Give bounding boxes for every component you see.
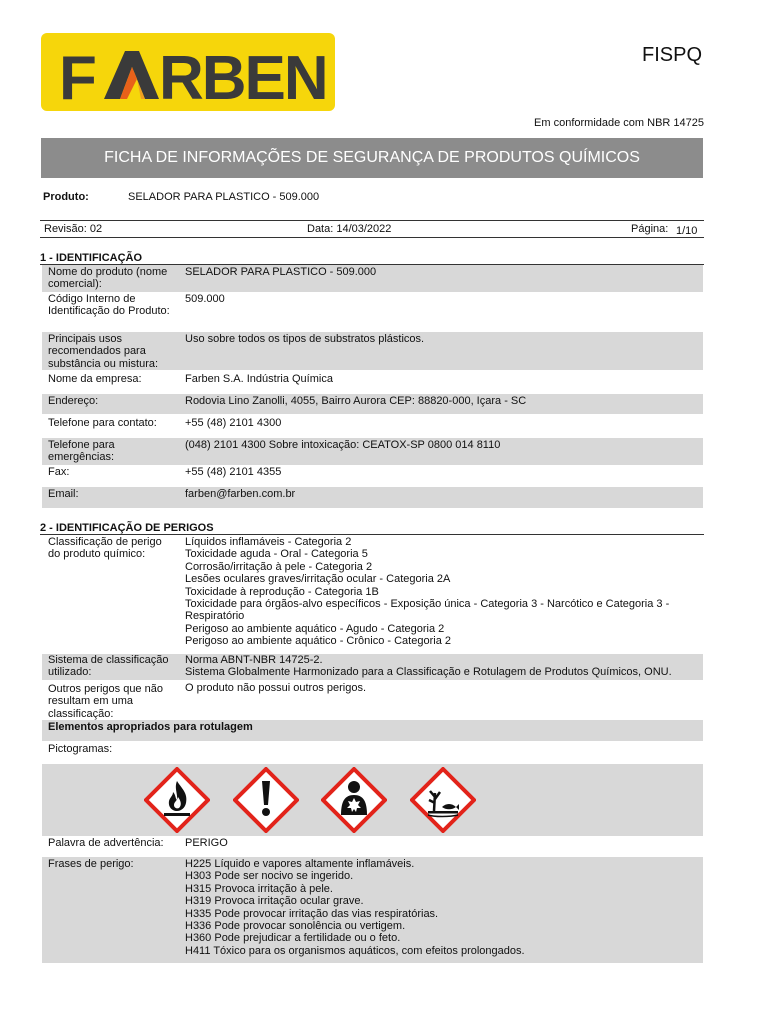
section-1-title: 1 - IDENTIFICAÇÃO (40, 252, 704, 265)
revision-date: Data: 14/03/2022 (307, 223, 392, 235)
row-label: Código Interno de Identificação do Produto: (48, 293, 170, 318)
row-value: O produto não possui outros perigos. (185, 682, 367, 694)
conformity-note: Em conformidade com NBR 14725 (534, 117, 704, 129)
table-row (42, 292, 703, 330)
table-row (42, 438, 703, 465)
row-label: Classificação de perigo do produto químico: (48, 536, 162, 561)
row-value: farben@farben.com.br (185, 488, 296, 500)
document-banner: FICHA DE INFORMAÇÕES DE SEGURANÇA DE PRODUTOS QUÍMICOS (41, 138, 703, 178)
system-list (185, 654, 700, 679)
page-number: 1/10 (676, 225, 698, 237)
row-label: Fax: (48, 466, 70, 478)
row-label: Telefone para contato: (48, 417, 157, 429)
list-item: H303 Pode ser nocivo se ingerido. (185, 870, 354, 883)
row-value: Farben S.A. Indústria Química (185, 373, 333, 385)
row-value: SELADOR PARA PLASTICO - 509.000 (185, 266, 377, 278)
table-row (42, 265, 703, 292)
health-hazard-icon (321, 767, 387, 833)
list-item: Líquidos inflamáveis - Categoria 2 (185, 536, 352, 548)
table-row (42, 836, 703, 856)
classification-list (185, 536, 700, 648)
list-item: Toxicidade para órgãos-alvo específicos - Exposição única - Categoria 3 - Narcótico e Categoria 3 - Respiratório (185, 598, 670, 623)
row-label: Outros perigos que não resultam em uma classificação: (48, 683, 163, 720)
row-label: Telefone para emergências: (48, 439, 115, 464)
table-row (42, 394, 703, 414)
logo-graphic (41, 33, 335, 111)
signal-word: PERIGO (185, 837, 228, 849)
list-item: Sistema Globalmente Harmonizado para a Classificação e Rotulagem de Produtos Químicos, ONU. (185, 666, 672, 679)
list-item: Norma ABNT-NBR 14725-2. (185, 654, 323, 666)
row-label: Frases de perigo: (48, 858, 134, 870)
labeling-title: Elementos apropriados para rotulagem (48, 721, 253, 733)
revision-bar (40, 220, 704, 238)
table-row (42, 416, 703, 436)
row-value: (048) 2101 4300 Sobre intoxicação: CEATOX-SP 0800 014 8110 (185, 439, 501, 451)
row-label: Nome da empresa: (48, 373, 142, 385)
exclamation-icon (233, 767, 299, 833)
list-item: H225 Líquido e vapores altamente inflamáveis. (185, 858, 415, 870)
hazard-statements (185, 858, 700, 957)
list-item: Perigoso ao ambiente aquático - Agudo - Categoria 2 (185, 622, 445, 635)
product-name: SELADOR PARA PLASTICO - 509.000 (128, 191, 320, 203)
page-label: Página: (631, 223, 669, 235)
list-item: H315 Provoca irritação à pele. (185, 882, 333, 895)
row-value: Uso sobre todos os tipos de substratos plásticos. (185, 333, 425, 345)
list-item: Lesões oculares graves/irritação ocular - Categoria 2A (185, 573, 451, 586)
document-type: FISPQ (641, 44, 702, 66)
revision-number: Revisão: 02 (44, 223, 103, 235)
table-row (42, 857, 703, 963)
row-value: Rodovia Lino Zanolli, 4055, Bairro Aurora CEP: 88820-000, Içara - SC (185, 395, 527, 407)
list-item: H319 Provoca irritação ocular grave. (185, 895, 364, 908)
table-row (42, 332, 703, 370)
table-row (42, 372, 703, 392)
row-label: Pictogramas: (48, 743, 113, 755)
svg-text:RBEN: RBEN (159, 44, 327, 111)
table-row (42, 742, 703, 762)
list-item: H360 Pode prejudicar a fertilidade ou o feto. (185, 932, 401, 945)
list-item: Corrosão/irritação à pele - Categoria 2 (185, 560, 373, 573)
table-row (42, 535, 703, 653)
row-value: +55 (48) 2101 4300 (185, 417, 282, 429)
row-label: Endereço: (48, 395, 99, 407)
table-row (42, 720, 703, 741)
row-label: Nome do produto (nome comercial): (48, 266, 168, 291)
list-item: H335 Pode provocar irritação das vias respiratórias. (185, 907, 439, 920)
list-item: Perigoso ao ambiente aquático - Crônico - Categoria 2 (185, 635, 451, 648)
row-value: 509.000 (185, 293, 225, 305)
farben-logo (41, 33, 335, 111)
row-label: Palavra de advertência: (48, 837, 164, 849)
product-label: Produto: (43, 191, 89, 203)
table-row (42, 487, 703, 508)
list-item: H411 Tóxico para os organismos aquáticos, com efeitos prolongados. (185, 944, 525, 957)
svg-text:F: F (59, 44, 95, 111)
table-row (42, 654, 703, 680)
row-label: Principais usos recomendados para substância ou mistura: (48, 333, 159, 370)
table-row (42, 465, 703, 485)
section-2-title: 2 - IDENTIFICAÇÃO DE PERIGOS (40, 522, 704, 535)
environment-icon (410, 767, 476, 833)
row-label: Sistema de classificação utilizado: (48, 654, 169, 679)
row-label: Email: (48, 488, 79, 500)
row-value: +55 (48) 2101 4355 (185, 466, 282, 478)
list-item: Toxicidade aguda - Oral - Categoria 5 (185, 548, 368, 561)
table-row (42, 682, 703, 720)
flame-icon (144, 767, 210, 833)
list-item: H336 Pode provocar sonolência ou vertigem. (185, 920, 406, 933)
list-item: Toxicidade à reprodução - Categoria 1B (185, 585, 379, 598)
